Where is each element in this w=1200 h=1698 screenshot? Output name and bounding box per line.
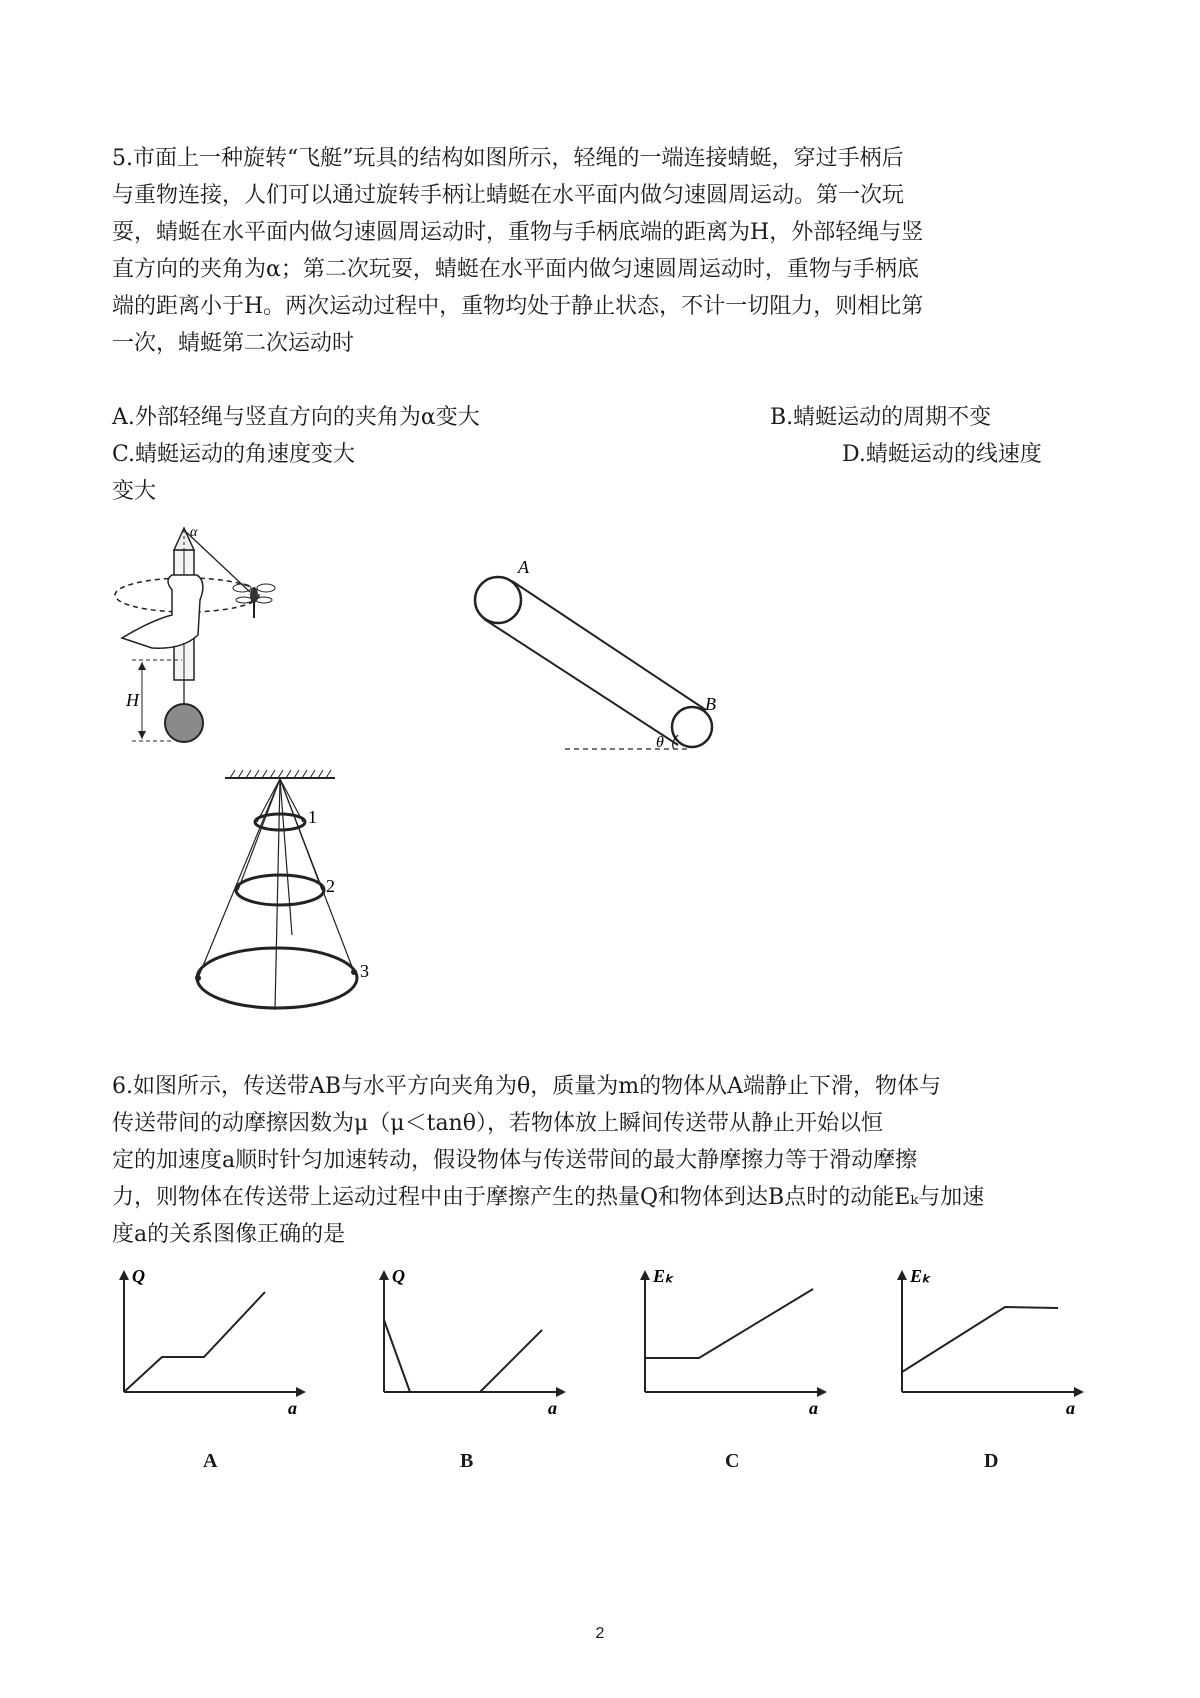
graph-d [890,1262,1090,1422]
question-6-stem [112,1068,1092,1253]
belt-figure [460,555,730,755]
ring-3-label: 3 [360,961,369,981]
graph-a-label: A [203,1450,218,1472]
graph-a [112,1262,312,1422]
graph-c-label: C [725,1450,740,1472]
q6-stem-line-1: 6.如图所示，传送带AB与水平方向夹角为θ，质量为m的物体从A端静止下滑，物体与 [112,1074,942,1099]
weight-ball [165,704,203,742]
q5-option-c: C.蜻蜓运动的角速度变大 [112,442,356,467]
page-number: 2 [595,1625,605,1642]
pulley-a [475,577,521,623]
question-5-stem [112,140,1092,362]
graph-b-ylabel: Q [392,1266,405,1286]
label-B: B [705,694,716,714]
q5-stem-line-1: 5.市面上一种旋转“飞艇”玩具的结构如图所示，轻绳的一端连接蜻蜓，穿过手柄后 [112,146,904,171]
dragonfly-icon [233,584,275,618]
graph-c [633,1262,833,1422]
graph-b-xlabel: a [548,1398,557,1418]
q5-stem-line-4: 直方向的夹角为α；第二次玩耍，蜻蜓在水平面内做匀速圆周运动时，重物与手柄底 [112,257,919,282]
ring-2-label: 2 [326,876,335,896]
graph-b [372,1262,572,1422]
graph-d-ylabel: Eₖ [910,1266,930,1286]
q5-option-a: A.外部轻绳与竖直方向的夹角为α变大 [112,405,480,430]
alpha-label: α [190,525,198,540]
graph-c-ylabel: Eₖ [653,1266,673,1286]
q5-option-d: D.蜻蜓运动的线速度 [842,442,1042,467]
q6-stem-line-4: 力，则物体在传送带上运动过程中由于摩擦产生的热量Q和物体到达B点时的动能Eₖ与加速 [112,1185,985,1210]
cone-figure [180,765,380,1020]
ring-1-label: 1 [308,807,317,827]
theta-label: θ [656,734,664,751]
q5-option-b: B.蜻蜓运动的周期不变 [770,405,992,430]
q6-stem-line-5: 度a的关系图像正确的是 [112,1222,346,1247]
q5-stem-line-3: 耍，蜻蜓在水平面内做匀速圆周运动时，重物与手柄底端的距离为H，外部轻绳与竖 [112,220,924,245]
q6-stem-line-2: 传送带间的动摩擦因数为μ（μ＜tanθ），若物体放上瞬间传送带从静止开始以恒 [112,1111,883,1136]
q6-stem-line-3: 定的加速度a顺时针匀加速转动，假设物体与传送带间的最大静摩擦力等于滑动摩擦 [112,1148,918,1173]
q5-stem-line-6: 一次，蜻蜓第二次运动时 [112,331,355,356]
graph-b-label: B [460,1450,474,1472]
ring-3 [197,948,357,1008]
q5-stem-line-2: 与重物连接，人们可以通过旋转手柄让蜻蜓在水平面内做匀速圆周运动。第一次玩 [112,183,905,208]
graph-d-xlabel: a [1066,1398,1075,1418]
ring-2 [236,875,324,905]
q5-option-d-continued: 变大 [112,479,157,504]
graph-c-xlabel: a [809,1398,818,1418]
label-A: A [518,557,529,577]
graph-a-xlabel: a [288,1398,297,1418]
graph-a-ylabel: Q [132,1266,145,1286]
q5-stem-line-5: 端的距离小于H。两次运动过程中，重物均处于静止状态，不计一切阻力，则相比第 [112,294,924,319]
H-label: H [126,690,139,710]
toy-figure [112,520,282,750]
graph-d-label: D [984,1450,999,1472]
